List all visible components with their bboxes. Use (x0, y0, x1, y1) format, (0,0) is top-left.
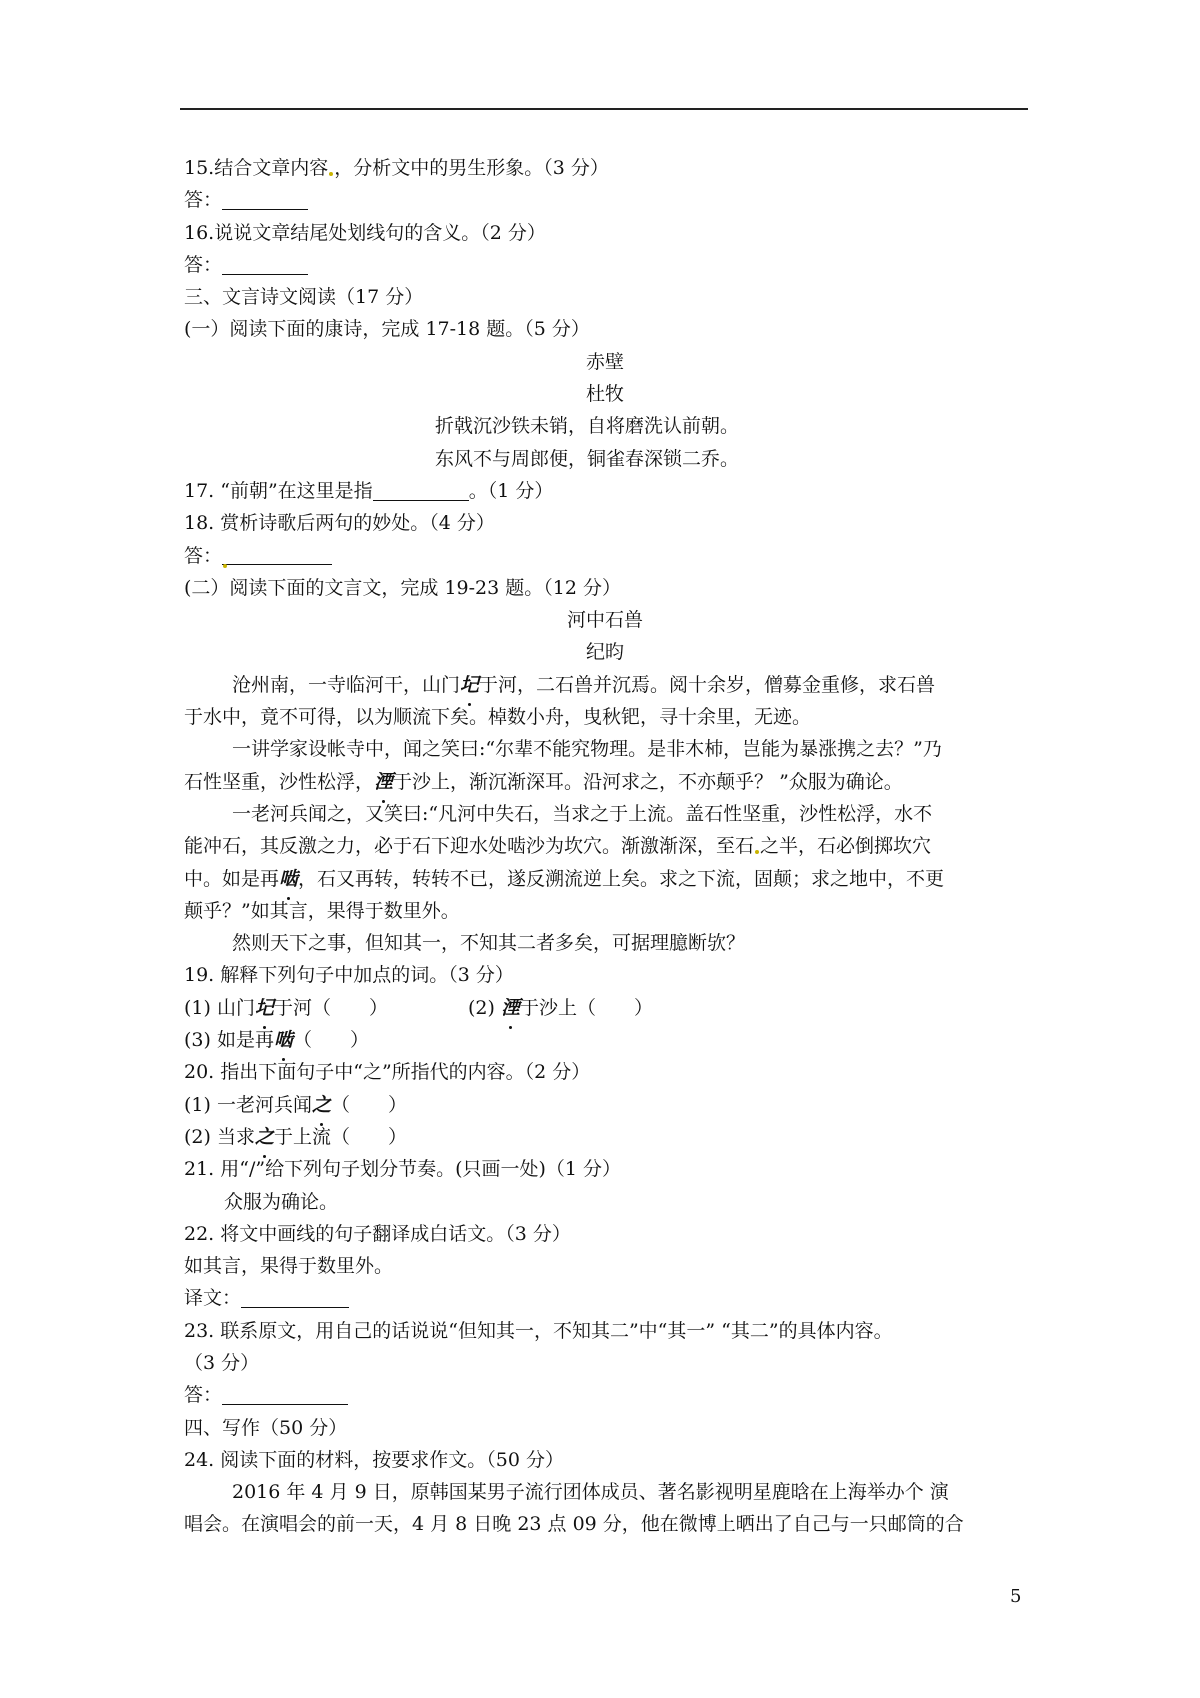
dotted-word: 湮 (501, 992, 520, 1024)
question-16: 16.说说文章结尾处划线句的含义。（2 分） (184, 221, 546, 244)
section-4-heading: 四、写作（50 分） (184, 1416, 348, 1439)
prose-paragraph-1: 沧州南，一寺临河干，山门圮于河，二石兽并沉焉。阅十余岁，僧募金重修，求石兽 (184, 669, 1026, 701)
marker-dot (223, 564, 227, 568)
question-20-item-2: (2) 当求之于上流（ ） (184, 1121, 1026, 1153)
prose-paragraph-3-cont: 中。如是再啮，石又再转，转转不已，遂反溯流逆上矣。求之下流，固颠；求之地中，不更 (184, 863, 1026, 895)
prose-title: 河中石兽 (566, 609, 643, 632)
question-23-score: （3 分） (184, 1351, 260, 1374)
prose-paragraph-2-cont: 石性坚重，沙性松浮，湮于沙上，渐沉渐深耳。沿河求之，不亦颠乎？ ”众服为确论。 (184, 766, 1026, 798)
dotted-word: 之 (312, 1089, 331, 1121)
answer-blank (222, 544, 332, 565)
answer-blank (373, 480, 469, 501)
prose-paragraph-2: 一讲学家设帐寺中，闻之笑曰:“尔辈不能究物理。是非木杮，岂能为暴涨携之去？”乃 (232, 738, 942, 761)
poem-line-2: 东风不与周郎便，铜雀春深锁二乔。 (435, 447, 740, 470)
part-1-heading: (一）阅读下面的康诗，完成 17-18 题。（5 分） (184, 318, 590, 341)
question-21: 21. 用“/”给下列句子划分节奏。(只画一处)（1 分） (184, 1158, 622, 1181)
prose-paragraph-3-cont: 能冲石，其反激之力，必于石下迎水处啮沙为坎穴。渐激渐深，至石 之半，石必倒掷坎穴 (184, 835, 932, 858)
question-18: 18. 赏析诗歌后两句的妙处。（4 分） (184, 512, 495, 535)
question-20: 20. 指出下面句子中“之”所指代的内容。（2 分） (184, 1061, 591, 1084)
answer-23: 答： (184, 1379, 1026, 1411)
material-line-1: 2016 年 4 月 9 日，原韩国某男子流行团体成员、著名影视明星鹿晗在上海举办个 演 (232, 1481, 949, 1504)
part-2-heading: (二）阅读下面的文言文，完成 19-23 题。（12 分） (184, 576, 621, 599)
poem-line-1: 折戟沉沙铁未销，自将磨洗认前朝。 (435, 415, 740, 438)
answer-15: 答： (184, 184, 1026, 216)
question-15: 15.结合文章内容 ，分析文中的男生形象。（3 分） (184, 157, 609, 179)
prose-paragraph-4: 然则天下之事，但知其一，不知其二者多矣，可据理臆断欤？ (232, 932, 746, 955)
prose-author: 纪昀 (585, 641, 624, 664)
poem-author: 杜牧 (585, 383, 624, 406)
answer-22: 译文： (184, 1282, 1026, 1314)
prose-paragraph-3-end: 颠乎？”如其言，果得于数里外。 (184, 899, 460, 922)
question-19-items: (1) 山门圮于河（ ） (2) 湮于沙上（ ） (184, 992, 1026, 1024)
prose-paragraph-3: 一老河兵闻之，又笑曰:“凡河中失石，当求之于上流。盖石性坚重，沙性松浮，水不 (232, 802, 933, 825)
question-24: 24. 阅读下面的材料，按要求作文。（50 分） (184, 1448, 564, 1471)
answer-blank (222, 189, 308, 210)
answer-blank (222, 1384, 348, 1405)
header-rule (180, 108, 1028, 110)
dotted-word: 圮 (460, 669, 479, 701)
question-19: 19. 解释下列句子中加点的词。（3 分） (184, 964, 514, 987)
dotted-word: 啮 (274, 1024, 293, 1056)
marker-dot (755, 850, 759, 854)
dotted-word: 湮 (374, 766, 393, 798)
question-21-sentence: 众服为确论。 (224, 1190, 339, 1213)
question-19-item-3: (3) 如是再啮（ ） (184, 1024, 1026, 1056)
answer-blank (222, 254, 308, 275)
prose-paragraph-1-cont: 于水中，竟不可得，以为顺流下矣。棹数小舟，曳秋钯，寻十余里，无迹。 (184, 706, 812, 729)
dotted-word: 之 (255, 1121, 274, 1153)
answer-18: 答： (184, 540, 1026, 572)
answer-16: 答： (184, 249, 1026, 281)
question-20-item-1: (1) 一老河兵闻之（ ） (184, 1089, 1026, 1121)
marker-dot (329, 172, 333, 176)
question-22: 22. 将文中画线的句子翻译成白话文。（3 分） (184, 1222, 571, 1245)
exam-page-content (184, 152, 1026, 1541)
section-3-heading: 三、文言诗文阅读（17 分） (184, 286, 424, 309)
dotted-word: 圮 (255, 992, 274, 1024)
question-17: 17. “前朝”在这里是指 。（1 分） (184, 479, 554, 502)
answer-blank (241, 1287, 349, 1308)
poem-title: 赤壁 (585, 350, 624, 373)
question-22-sentence: 如其言，果得于数里外。 (184, 1255, 394, 1278)
dotted-word: 啮 (279, 863, 298, 895)
material-line-2: 唱会。在演唱会的前一天，4 月 8 日晚 23 点 09 分，他在微博上晒出了自己与一只邮筒的合 (184, 1513, 964, 1536)
page-number: 5 (1010, 1586, 1022, 1607)
question-23: 23. 联系原文，用自己的话说说“但知其一，不知其二”中“其一” “其二”的具体内容。 (184, 1319, 893, 1342)
